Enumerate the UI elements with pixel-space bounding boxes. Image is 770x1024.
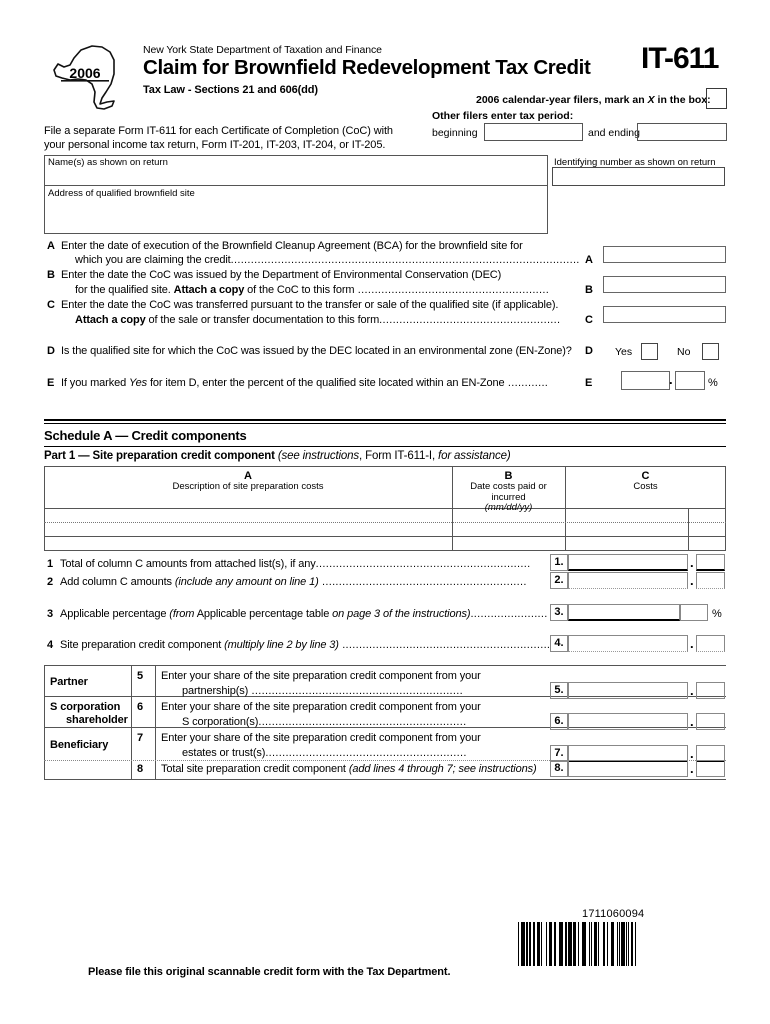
- logo-year: 2006: [69, 65, 101, 81]
- line-4-number: 4: [47, 639, 54, 651]
- item-c-letter: C: [47, 299, 55, 311]
- item-e-letter: E: [47, 377, 55, 389]
- entity-block-bottom-rule: [44, 779, 726, 780]
- line-2-cents-input[interactable]: [696, 572, 725, 589]
- new-york-state-outline-logo: [48, 40, 140, 112]
- table-column-b-format: (mm/dd/yy): [484, 502, 533, 513]
- line-2-label: Add column C amounts: [60, 576, 175, 588]
- table-column-b-letter: B: [504, 470, 513, 482]
- table-column-b-label-line2: incurred: [491, 491, 526, 503]
- item-b-letter: B: [47, 269, 55, 281]
- line-8-amount-input[interactable]: [568, 760, 688, 777]
- part-1-form-ref: , Form IT-611-I,: [359, 450, 439, 462]
- item-c-attach-copy: Attach a copy: [75, 314, 146, 326]
- line-5-label: partnership(s): [182, 685, 249, 697]
- item-a-letter: A: [47, 240, 55, 252]
- item-a-text-line1: Enter the date of execution of the Brownfield Cleanup Agreement (BCA) for the brownfield site for: [61, 240, 523, 252]
- item-e-percent-whole-input[interactable]: [621, 371, 670, 390]
- line-3-table-ref: Applicable percentage table: [194, 608, 333, 620]
- entity-label-shareholder: shareholder: [66, 714, 128, 726]
- line-3-leader: .......................: [470, 608, 548, 620]
- item-a-date-input[interactable]: [603, 246, 726, 263]
- tax-law-subtitle: Tax Law - Sections 21 and 606(dd): [143, 84, 318, 96]
- line-5-amount-input[interactable]: [568, 682, 688, 699]
- item-a-text-line2-main: which you are claiming the credit: [75, 254, 231, 266]
- other-filers-label: Other filers enter tax period:: [432, 110, 574, 122]
- identifying-number-label: Identifying number as shown on return: [554, 157, 716, 168]
- line-8-decimal-point: .: [690, 761, 694, 776]
- line-7-text-line1: Enter your share of the site preparation credit component from your: [161, 732, 481, 744]
- calendar-year-instruction: [476, 94, 711, 106]
- line-3-text: [60, 608, 548, 620]
- table-row-divider-2: [44, 536, 726, 537]
- line-8-text: [161, 763, 537, 775]
- table-column-a-letter: A: [244, 470, 252, 482]
- item-e-percent-decimal-input[interactable]: [675, 371, 705, 390]
- line-7-leader: ............................................................: [265, 747, 467, 759]
- schedule-a-title: Schedule A — Credit components: [44, 428, 247, 443]
- line-2-note: (include any amount on line 1): [174, 576, 319, 588]
- part-1-for-assistance: for assistance): [438, 450, 511, 462]
- line-3-percent-symbol: %: [712, 608, 722, 620]
- item-e-answer-letter: E: [585, 377, 593, 389]
- filing-instruction-line1: File a separate Form IT-611 for each Certificate of Completion (CoC) with: [44, 125, 393, 137]
- line-8-cents-input[interactable]: [696, 760, 725, 777]
- line-2-leader: .............................................................: [318, 576, 527, 588]
- line-7-decimal-point: .: [690, 746, 694, 761]
- line-6-box-number: 6.: [550, 713, 568, 730]
- entity-label-partner: Partner: [50, 676, 88, 688]
- line-4-leader: ..............................................................: [338, 639, 551, 651]
- tax-period-beginning-label: beginning: [432, 127, 478, 139]
- schedule-a-rule-thick: [44, 419, 726, 421]
- line-1-leader: ................................................................: [315, 558, 531, 570]
- table-divider-cents: [688, 508, 689, 551]
- item-b-line2-post: of the CoC to this form: [244, 284, 355, 296]
- line-4-note: (multiply line 2 by line 3): [224, 639, 339, 651]
- item-a-answer-letter: A: [585, 254, 593, 266]
- part-1-title-bold: Part 1 — Site preparation credit component: [44, 450, 275, 462]
- item-d-text: Is the qualified site for which the CoC was issued by the DEC located in an environmental zone (EN-Zone)?: [61, 345, 572, 357]
- line-3-box-number: 3.: [550, 604, 568, 621]
- item-b-date-input[interactable]: [603, 276, 726, 293]
- line-4-amount-input[interactable]: [568, 635, 688, 652]
- entity-block-divider-2: [155, 665, 156, 779]
- item-d-letter: D: [47, 345, 55, 357]
- calendar-year-text-post: in the box:: [654, 94, 711, 106]
- item-e-decimal-point: .: [669, 372, 673, 387]
- line-1-label: Total of column C amounts from attached list(s), if any: [60, 558, 316, 570]
- item-a-leader: ........................................................................................................: [230, 254, 580, 266]
- tax-period-ending-input[interactable]: [637, 123, 727, 141]
- item-d-no-label: No: [677, 346, 691, 358]
- line-1-cents-input[interactable]: [696, 554, 725, 571]
- item-d-no-checkbox[interactable]: [702, 343, 719, 360]
- form-number: IT-611: [641, 42, 719, 75]
- line-1-amount-input[interactable]: [568, 554, 688, 571]
- table-column-c-label: Costs: [633, 481, 658, 492]
- line-5-cents-input[interactable]: [696, 682, 725, 699]
- item-b-text-line2: [75, 284, 549, 296]
- table-header-divider: [44, 508, 726, 509]
- line-5-text-line1: Enter your share of the site preparation credit component from your: [161, 670, 481, 682]
- line-4-box-number: 4.: [550, 635, 568, 652]
- item-c-text-line1: Enter the date the CoC was transferred pursuant to the transfer or sale of the qualified site (if applicable).: [61, 299, 559, 311]
- line-7-box-number: 7.: [550, 745, 568, 762]
- table-column-b-label: [452, 482, 565, 514]
- line-7-label: estates or trust(s): [182, 747, 266, 759]
- part-1-title: [44, 450, 511, 462]
- line-2-number: 2: [47, 576, 54, 588]
- item-e-text-pre: If you marked: [61, 377, 130, 389]
- line-3-label: Applicable percentage: [60, 608, 170, 620]
- line-3-page-ref: on page 3 of the instructions): [332, 608, 471, 620]
- entity-block-left-rule: [44, 665, 45, 779]
- item-b-answer-letter: B: [585, 284, 593, 296]
- line-3-percentage-decimal-input[interactable]: [680, 604, 708, 621]
- line-8-box-number: 8.: [550, 760, 568, 777]
- page-title: Claim for Brownfield Redevelopment Tax Credit: [143, 56, 591, 79]
- item-e-percent-symbol: %: [708, 377, 718, 389]
- calendar-year-text-pre: 2006 calendar-year filers, mark an: [476, 94, 648, 106]
- schedule-a-rule-thin: [44, 423, 726, 424]
- line-8-number: 8: [137, 763, 144, 775]
- line-6-cents-input[interactable]: [696, 713, 725, 730]
- item-e-yes-emphasis: Yes: [129, 377, 148, 389]
- item-b-line2-pre: for the qualified site.: [75, 284, 174, 296]
- line-6-text-line1: Enter your share of the site preparation credit component from your: [161, 701, 481, 713]
- item-d-yes-label: Yes: [615, 346, 633, 358]
- line-6-leader: ..............................................................: [258, 716, 467, 728]
- filing-instruction-line2: your personal income tax return, Form IT-201, IT-203, IT-204, or IT-205.: [44, 139, 386, 151]
- line-5-box-number: 5.: [550, 682, 568, 699]
- item-e-text-post: for item D, enter the percent of the qualified site located within an EN-Zone: [147, 377, 505, 389]
- line-3-number: 3: [47, 608, 54, 620]
- line-8-note: (add lines 4 through 7; see instructions): [348, 763, 537, 775]
- table-column-a-label: Description of site preparation costs: [172, 481, 324, 492]
- table-row-divider-1: [44, 522, 726, 523]
- line-1-text: [60, 558, 530, 570]
- item-e-leader: ............: [504, 377, 549, 389]
- footer-note: Please file this original scannable credit form with the Tax Department.: [88, 966, 451, 978]
- line-1-box-number: 1.: [550, 554, 568, 571]
- line-2-amount-input[interactable]: [568, 572, 688, 589]
- line-6-number: 6: [137, 701, 144, 713]
- part-1-see-instructions: (see instructions: [274, 450, 360, 462]
- department-line: New York State Department of Taxation and Finance: [143, 44, 382, 56]
- line-3-from: (from: [169, 608, 195, 620]
- tax-period-ending-label: and ending: [588, 127, 640, 139]
- line-6-text-line2: [182, 716, 466, 728]
- line-1-decimal-point: .: [690, 555, 694, 570]
- line-5-leader: ...............................................................: [248, 685, 463, 697]
- calendar-year-checkbox[interactable]: [706, 88, 727, 109]
- line-7-number: 7: [137, 732, 144, 744]
- line-3-percentage-input[interactable]: [568, 604, 680, 621]
- tax-period-beginning-input[interactable]: [484, 123, 583, 141]
- line-6-amount-input[interactable]: [568, 713, 688, 730]
- barcode-number: 1711060094: [582, 908, 645, 920]
- table-column-b-label-line1: Date costs paid or: [470, 481, 547, 492]
- line-5-number: 5: [137, 670, 144, 682]
- table-column-c-letter: C: [641, 470, 650, 482]
- line-2-decimal-point: .: [690, 573, 694, 588]
- line-7-text-line2: [182, 747, 467, 759]
- item-d-answer-letter: D: [585, 345, 593, 357]
- item-c-answer-letter: C: [585, 314, 593, 326]
- item-b-text-line1: Enter the date the CoC was issued by the Department of Environmental Conservation (DEC): [61, 269, 502, 281]
- line-2-box-number: 2.: [550, 572, 568, 589]
- item-c-text-line2: [75, 314, 560, 326]
- calendar-year-x-mark: X: [647, 94, 655, 106]
- item-c-line2-post: of the sale or transfer documentation to this form: [145, 314, 380, 326]
- line-4-label: Site preparation credit component: [60, 639, 225, 651]
- item-c-leader: ......................................................: [379, 314, 561, 326]
- line-8-label: Total site preparation credit component: [161, 763, 349, 775]
- entity-label-beneficiary: Beneficiary: [50, 739, 109, 751]
- name-field-label: Name(s) as shown on return: [48, 157, 168, 168]
- item-c-date-input[interactable]: [603, 306, 726, 323]
- item-b-attach-copy: Attach a copy: [173, 284, 245, 296]
- line-1-number: 1: [47, 558, 54, 570]
- line-4-text: [60, 639, 550, 651]
- line-6-decimal-point: .: [690, 714, 694, 729]
- item-e-text: [61, 377, 548, 389]
- line-4-decimal-point: .: [690, 636, 694, 651]
- entity-label-s-corporation: S corporation: [50, 701, 121, 713]
- identifying-number-input[interactable]: [552, 167, 725, 186]
- line-4-cents-input[interactable]: [696, 635, 725, 652]
- line-6-label: S corporation(s): [182, 716, 259, 728]
- form-barcode: [518, 922, 726, 966]
- schedule-a-divider: [44, 446, 726, 447]
- entity-block-top-rule: [44, 665, 726, 666]
- item-a-text-line2: [75, 254, 580, 266]
- item-b-leader: .........................................................: [354, 284, 550, 296]
- line-2-text: [60, 576, 527, 588]
- line-5-decimal-point: .: [690, 683, 694, 698]
- address-field-label: Address of qualified brownfield site: [48, 188, 195, 199]
- item-d-yes-checkbox[interactable]: [641, 343, 658, 360]
- line-5-text-line2: [182, 685, 463, 697]
- entity-block-divider-1: [131, 665, 132, 779]
